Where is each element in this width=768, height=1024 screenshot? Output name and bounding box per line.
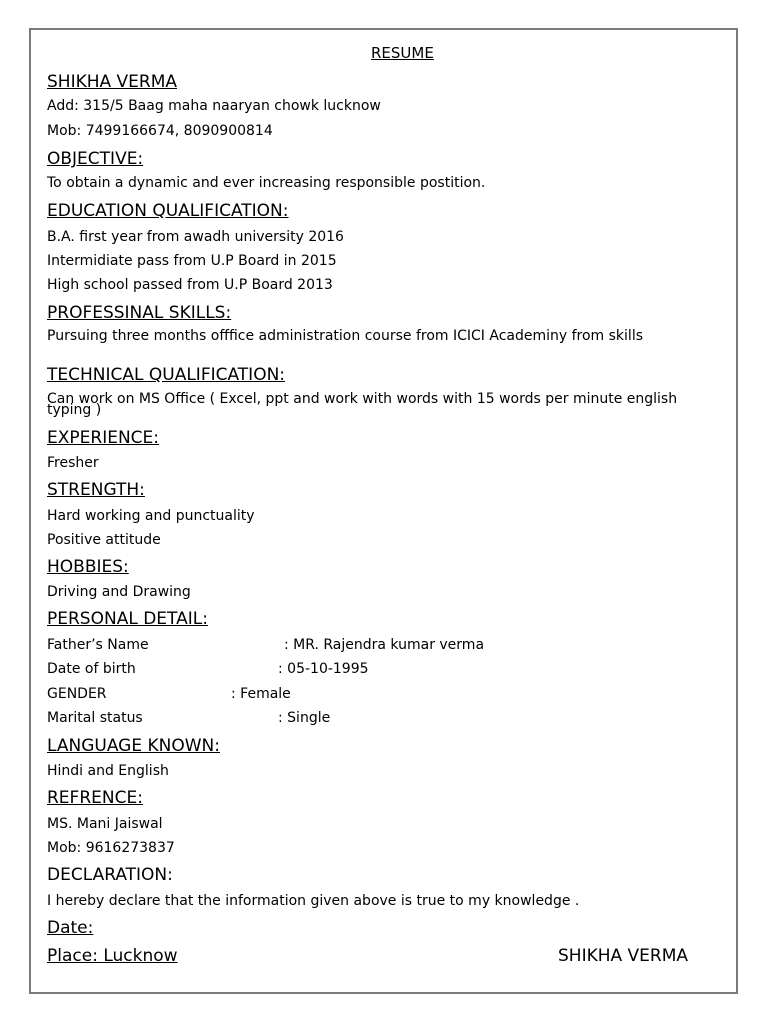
declaration-heading: DECLARATION: bbox=[47, 865, 173, 885]
strength-item: Hard working and punctuality bbox=[47, 508, 255, 524]
resume-title: RESUME bbox=[371, 44, 434, 62]
reference-heading: REFRENCE: bbox=[47, 788, 143, 808]
father-name-label: Father’s Name bbox=[47, 637, 149, 653]
place-label: Place: Lucknow bbox=[47, 946, 178, 966]
mobile-line: Mob: 7499166674, 8090900814 bbox=[47, 123, 273, 139]
signature-name: SHIKHA VERMA bbox=[558, 946, 689, 966]
personal-detail-heading: PERSONAL DETAIL: bbox=[47, 609, 208, 629]
experience-heading: EXPERIENCE: bbox=[47, 428, 160, 448]
objective-heading: OBJECTIVE: bbox=[47, 149, 144, 169]
dob-label: Date of birth bbox=[47, 661, 136, 677]
education-item: Intermidiate pass from U.P Board in 2015 bbox=[47, 253, 337, 269]
strength-item: Positive attitude bbox=[47, 532, 161, 548]
education-item: B.A. first year from awadh university 2016 bbox=[47, 229, 344, 245]
technical-heading: TECHNICAL QUALIFICATION: bbox=[47, 365, 286, 385]
education-heading: EDUCATION QUALIFICATION: bbox=[47, 201, 289, 221]
dob-value: : 05-10-1995 bbox=[278, 661, 369, 677]
declaration-text: I hereby declare that the information given above is true to my knowledge . bbox=[47, 893, 580, 909]
hobbies-heading: HOBBIES: bbox=[47, 557, 129, 577]
strength-heading: STRENGTH: bbox=[47, 480, 145, 500]
address-line: Add: 315/5 Baag maha naaryan chowk lucknow bbox=[47, 98, 381, 114]
technical-text: Can work on MS Office ( Excel, ppt and work with words with 15 words per minute english typing ) bbox=[47, 391, 678, 418]
gender-value: : Female bbox=[231, 686, 291, 702]
date-label: Date: bbox=[47, 918, 94, 938]
language-text: Hindi and English bbox=[47, 763, 169, 779]
professional-skills-text: Pursuing three months offfice administration course from ICICI Academiny from skills bbox=[47, 328, 643, 344]
candidate-name: SHIKHA VERMA bbox=[47, 72, 178, 92]
father-name-value: : MR. Rajendra kumar verma bbox=[284, 637, 485, 653]
marital-status-label: Marital status bbox=[47, 710, 143, 726]
objective-text: To obtain a dynamic and ever increasing responsible postition. bbox=[47, 175, 486, 191]
experience-text: Fresher bbox=[47, 455, 99, 471]
language-heading: LANGUAGE KNOWN: bbox=[47, 736, 220, 756]
gender-label: GENDER bbox=[47, 686, 107, 702]
reference-mobile: Mob: 9616273837 bbox=[47, 840, 175, 856]
marital-status-value: : Single bbox=[278, 710, 331, 726]
hobbies-text: Driving and Drawing bbox=[47, 584, 191, 600]
professional-skills-heading: PROFESSINAL SKILLS: bbox=[47, 303, 232, 323]
reference-name: MS. Mani Jaiswal bbox=[47, 816, 163, 832]
education-item: High school passed from U.P Board 2013 bbox=[47, 277, 333, 293]
